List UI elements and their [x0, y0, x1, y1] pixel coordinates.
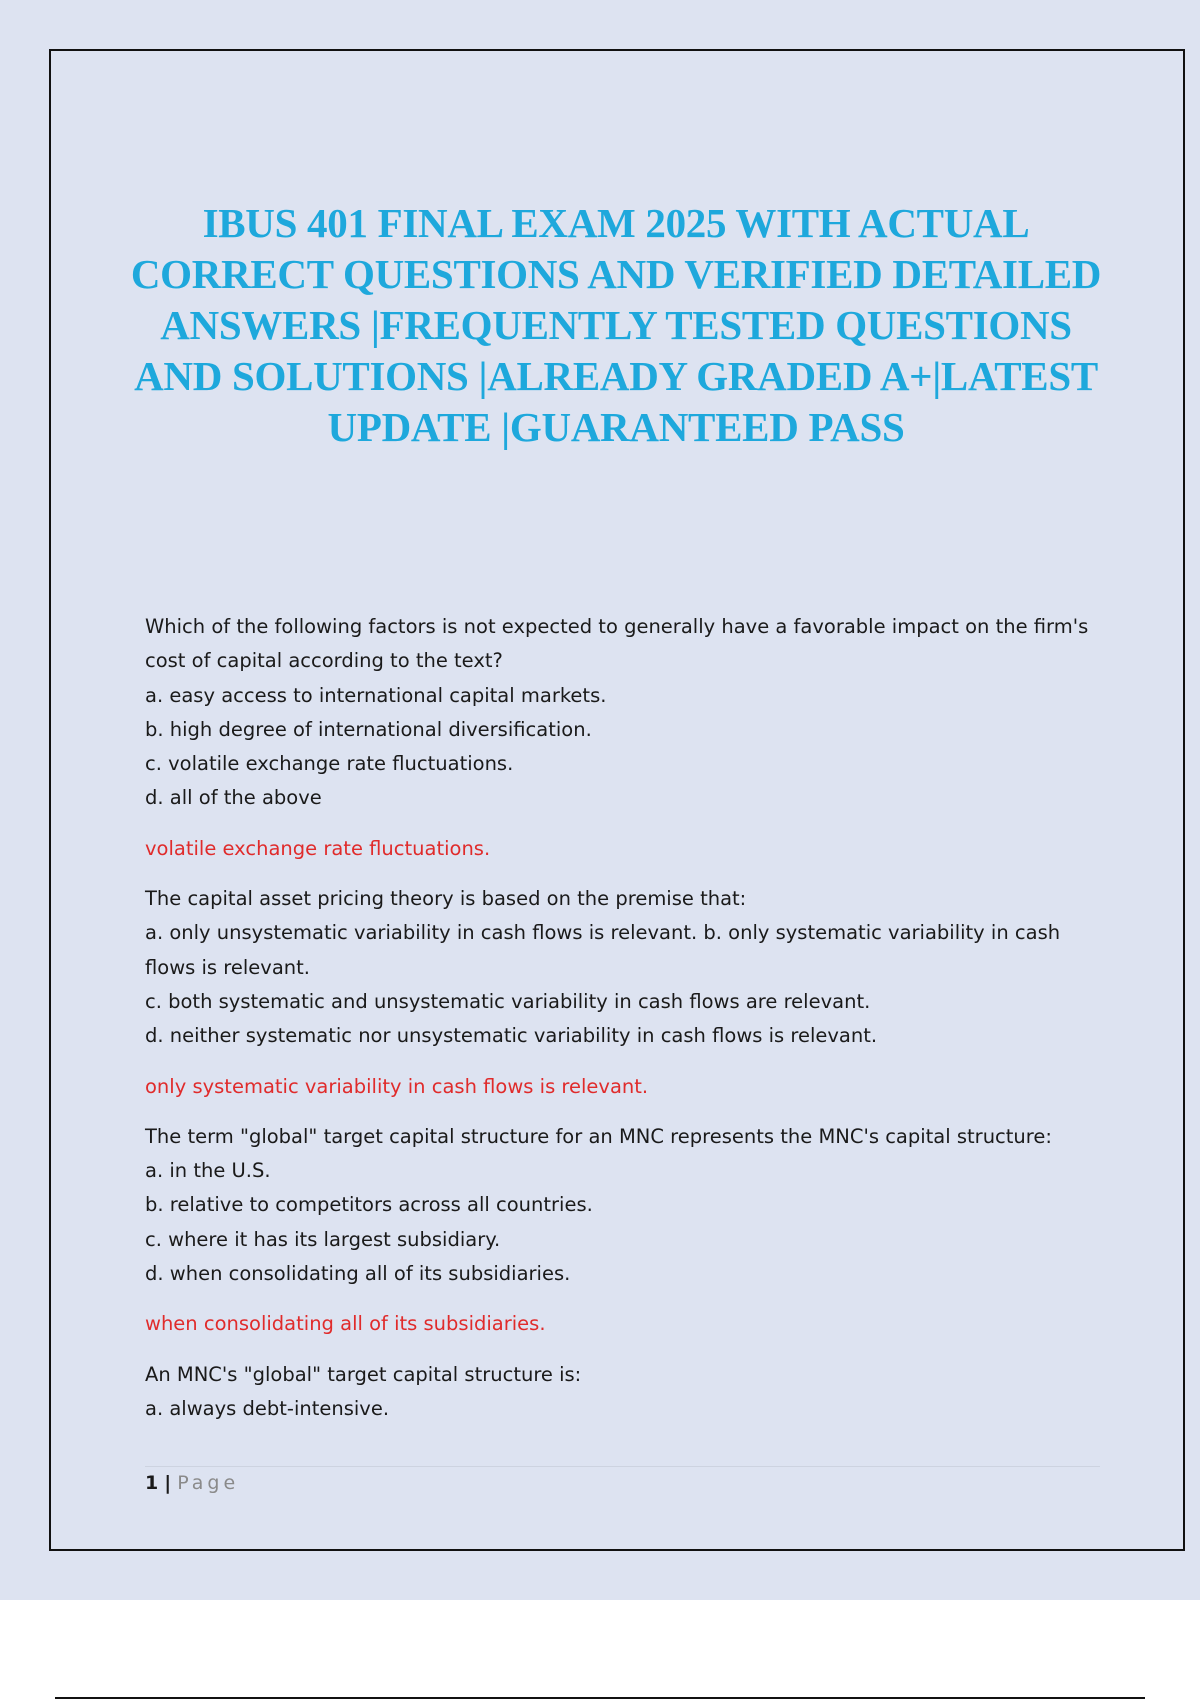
question-2: [145, 882, 1105, 1053]
bottom-divider: [55, 1697, 1145, 1699]
footer-divider: [145, 1466, 1100, 1467]
question-3-option-d: d. when consolidating all of its subsidiaries.: [145, 1262, 571, 1286]
question-1-option-b: b. high degree of international diversification.: [145, 717, 592, 741]
question-3-line-1: The term "global" target capital structure for an MNC represents the MNC's capital structure:: [145, 1124, 1052, 1148]
question-2-answer: only systematic variability in cash flows is relevant.: [145, 1074, 649, 1098]
question-1-line-2: cost of capital according to the text?: [145, 649, 503, 673]
question-1: [145, 610, 1105, 816]
question-1-option-a: a. easy access to international capital markets.: [145, 683, 607, 707]
question-2-option-c: c. both systematic and unsystematic variability in cash flows are relevant.: [145, 989, 871, 1013]
page-separator: |: [164, 1472, 172, 1494]
question-3-option-c: c. where it has its largest subsidiary.: [145, 1227, 501, 1251]
question-2-option-b-cont: flows is relevant.: [145, 955, 310, 979]
page-label: Page: [177, 1472, 240, 1494]
question-4-line-1: An MNC's "global" target capital structure is:: [145, 1362, 582, 1386]
question-2-line-1: The capital asset pricing theory is based on the premise that:: [145, 887, 747, 911]
question-3-option-a: a. in the U.S.: [145, 1159, 271, 1183]
page-footer: [145, 1468, 239, 1498]
question-1-answer: volatile exchange rate fluctuations.: [145, 836, 491, 860]
page-number: 1: [145, 1472, 159, 1494]
question-4-option-a: a. always debt-intensive.: [145, 1396, 390, 1420]
question-4: [145, 1358, 1105, 1427]
question-1-option-c: c. volatile exchange rate fluctuations.: [145, 752, 514, 776]
question-2-option-d: d. neither systematic nor unsystematic variability in cash flows is relevant.: [145, 1024, 878, 1048]
question-3: [145, 1120, 1105, 1291]
question-3-answer: when consolidating all of its subsidiaries.: [145, 1312, 546, 1336]
question-3-option-b: b. relative to competitors across all countries.: [145, 1193, 593, 1217]
question-1-option-d: d. all of the above: [145, 786, 322, 810]
questions-container: [145, 610, 1105, 1426]
question-1-line-1: Which of the following factors is not expected to generally have a favorable impact on the firm's: [145, 615, 1089, 638]
question-2-option-a-b: a. only unsystematic variability in cash flows is relevant. b. only systematic variability in cash: [145, 921, 1061, 945]
document-title: IBUS 401 FINAL EXAM 2025 WITH ACTUAL CORRECT QUESTIONS AND VERIFIED DETAILED ANSWERS |FREQUENTLY TESTED QUESTIONS AND SOLUTIONS |ALREADY GRADED A+|LATEST UPDATE |GUARANTEED PASS: [130, 200, 1102, 450]
